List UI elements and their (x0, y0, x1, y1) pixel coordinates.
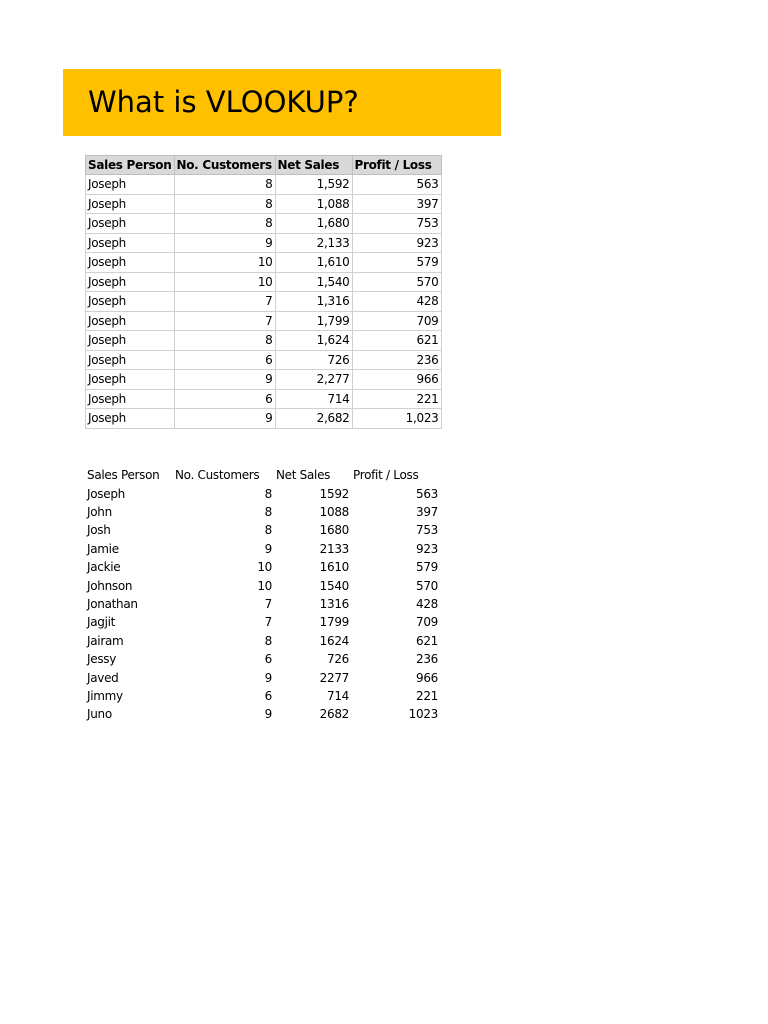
cell-no-customers[interactable]: 9 (264, 670, 272, 685)
cell-profit-loss[interactable]: 753 (415, 523, 438, 538)
cell-net-sales[interactable]: 2,277 (275, 370, 352, 390)
cell-no-customers[interactable]: 8 (174, 331, 275, 351)
cell-profit-loss[interactable]: 428 (352, 292, 441, 312)
cell-no-customers[interactable]: 8 (174, 175, 275, 195)
table-row (86, 214, 442, 234)
cell-sales-person[interactable]: Joseph (86, 214, 175, 234)
cell-net-sales[interactable]: 2277 (319, 670, 349, 685)
cell-profit-loss[interactable]: 221 (352, 389, 441, 409)
cell-sales-person[interactable]: Jimmy (87, 688, 123, 703)
cell-profit-loss[interactable]: 709 (415, 615, 438, 630)
plain-sales-table (85, 466, 440, 724)
cell-profit-loss[interactable]: 709 (352, 311, 441, 331)
cell-net-sales[interactable]: 1540 (319, 578, 349, 593)
cell-net-sales[interactable]: 2682 (319, 707, 349, 722)
cell-net-sales[interactable]: 1610 (319, 560, 349, 575)
cell-profit-loss[interactable]: 428 (415, 597, 438, 612)
cell-net-sales[interactable]: 1,592 (275, 175, 352, 195)
cell-net-sales[interactable]: 1592 (319, 486, 349, 501)
cell-profit-loss[interactable]: 1023 (408, 707, 438, 722)
table-row (86, 292, 442, 312)
cell-profit-loss[interactable]: 397 (415, 505, 438, 520)
table-row (86, 233, 442, 253)
cell-no-customers[interactable]: 7 (264, 615, 272, 630)
cell-net-sales[interactable]: 1,540 (275, 272, 352, 292)
cell-no-customers[interactable]: 6 (264, 688, 272, 703)
cell-no-customers[interactable]: 6 (174, 350, 275, 370)
cell-sales-person[interactable]: Joseph (86, 389, 175, 409)
column-header-no-customers[interactable]: No. Customers (174, 156, 275, 175)
table-row (86, 409, 442, 429)
cell-net-sales[interactable]: 1316 (319, 597, 349, 612)
cell-no-customers[interactable]: 10 (257, 578, 272, 593)
cell-net-sales[interactable]: 1,799 (275, 311, 352, 331)
table-row (86, 350, 442, 370)
cell-no-customers[interactable]: 9 (174, 370, 275, 390)
table-row (86, 272, 442, 292)
table-row (86, 311, 442, 331)
cell-sales-person[interactable]: Joseph (86, 253, 175, 273)
cell-sales-person[interactable]: Joseph (86, 194, 175, 214)
cell-sales-person[interactable]: Joseph (86, 409, 175, 429)
cell-net-sales[interactable]: 2,682 (275, 409, 352, 429)
page-title: What is VLOOKUP? (88, 85, 359, 119)
cell-sales-person[interactable]: Jackie (87, 560, 121, 575)
cell-no-customers[interactable]: 6 (264, 652, 272, 667)
cell-no-customers[interactable]: 10 (174, 272, 275, 292)
cell-profit-loss[interactable]: 753 (352, 214, 441, 234)
cell-no-customers[interactable]: 8 (264, 633, 272, 648)
cell-no-customers[interactable]: 7 (174, 311, 275, 331)
cell-net-sales[interactable]: 1680 (319, 523, 349, 538)
cell-no-customers[interactable]: 8 (264, 486, 272, 501)
cell-no-customers[interactable]: 8 (174, 194, 275, 214)
cell-no-customers[interactable]: 9 (264, 541, 272, 556)
table-row (85, 521, 440, 539)
cell-sales-person[interactable]: Joseph (86, 331, 175, 351)
cell-profit-loss[interactable]: 621 (415, 633, 438, 648)
cell-net-sales[interactable]: 1624 (319, 633, 349, 648)
cell-net-sales[interactable]: 1799 (319, 615, 349, 630)
cell-profit-loss[interactable]: 579 (352, 253, 441, 273)
cell-no-customers[interactable]: 7 (174, 292, 275, 312)
cell-profit-loss[interactable]: 579 (415, 560, 438, 575)
cell-sales-person[interactable]: Johnson (87, 578, 133, 593)
cell-net-sales[interactable]: 726 (275, 350, 352, 370)
cell-profit-loss[interactable]: 923 (415, 541, 438, 556)
cell-sales-person[interactable]: John (87, 505, 112, 520)
cell-profit-loss[interactable]: 923 (352, 233, 441, 253)
cell-net-sales[interactable]: 1,088 (275, 194, 352, 214)
formatted-sales-table (85, 155, 442, 429)
cell-sales-person[interactable]: Joseph (86, 311, 175, 331)
cell-no-customers[interactable]: 10 (174, 253, 275, 273)
cell-no-customers[interactable]: 10 (257, 560, 272, 575)
cell-sales-person[interactable]: Joseph (86, 175, 175, 195)
cell-net-sales[interactable]: 714 (326, 688, 349, 703)
column-header-net-sales[interactable]: Net Sales (275, 156, 352, 175)
cell-net-sales[interactable]: 1,680 (275, 214, 352, 234)
cell-net-sales[interactable]: 1,316 (275, 292, 352, 312)
table-row (85, 485, 440, 503)
cell-profit-loss[interactable]: 397 (352, 194, 441, 214)
table-row (86, 389, 442, 409)
cell-profit-loss[interactable]: 621 (352, 331, 441, 351)
table-row (85, 576, 440, 594)
cell-net-sales[interactable]: 1,624 (275, 331, 352, 351)
table-row (85, 503, 440, 521)
table-row (86, 370, 442, 390)
cell-net-sales[interactable]: 2,133 (275, 233, 352, 253)
cell-no-customers[interactable]: 6 (174, 389, 275, 409)
cell-sales-person[interactable]: Joseph (86, 292, 175, 312)
cell-sales-person[interactable]: Jessy (87, 652, 117, 667)
cell-net-sales[interactable]: 1,610 (275, 253, 352, 273)
cell-sales-person[interactable]: Jonathan (87, 597, 138, 612)
table-row (86, 175, 442, 195)
table-row (86, 253, 442, 273)
cell-no-customers[interactable]: 9 (264, 707, 272, 722)
cell-sales-person[interactable]: Joseph (87, 486, 125, 501)
table-row (86, 194, 442, 214)
column-header-sales-person[interactable]: Sales Person (86, 156, 175, 175)
cell-profit-loss[interactable]: 236 (415, 652, 438, 667)
table-row (85, 558, 440, 576)
table-row (85, 540, 440, 558)
column-header-sales-person[interactable]: Sales Person (87, 468, 160, 483)
title-banner (63, 69, 501, 136)
column-header-profit-loss[interactable]: Profit / Loss (352, 156, 441, 175)
column-header-profit-loss[interactable]: Profit / Loss (353, 468, 419, 483)
table-row (85, 595, 440, 613)
table-header-row (85, 466, 440, 485)
cell-profit-loss[interactable]: 563 (352, 175, 441, 195)
cell-profit-loss[interactable]: 236 (352, 350, 441, 370)
cell-sales-person[interactable]: Juno (87, 707, 112, 722)
cell-profit-loss[interactable]: 1,023 (352, 409, 441, 429)
cell-profit-loss[interactable]: 221 (415, 688, 438, 703)
cell-sales-person[interactable]: Joseph (86, 370, 175, 390)
column-header-no-customers[interactable]: No. Customers (175, 468, 260, 483)
cell-no-customers[interactable]: 7 (264, 597, 272, 612)
cell-no-customers[interactable]: 8 (264, 523, 272, 538)
cell-profit-loss[interactable]: 966 (415, 670, 438, 685)
cell-sales-person[interactable]: Josh (87, 523, 111, 538)
cell-no-customers[interactable]: 8 (264, 505, 272, 520)
cell-net-sales[interactable]: 726 (326, 652, 349, 667)
cell-profit-loss[interactable]: 966 (352, 370, 441, 390)
cell-net-sales[interactable]: 2133 (319, 541, 349, 556)
table-row (85, 613, 440, 631)
cell-sales-person[interactable]: Joseph (86, 233, 175, 253)
cell-sales-person[interactable]: Jairam (87, 633, 124, 648)
cell-sales-person[interactable]: Joseph (86, 350, 175, 370)
cell-no-customers[interactable]: 9 (174, 409, 275, 429)
cell-sales-person[interactable]: Jamie (87, 541, 119, 556)
table-header-row (86, 156, 442, 175)
table-row (85, 705, 440, 723)
cell-net-sales[interactable]: 1088 (319, 505, 349, 520)
table-row (85, 632, 440, 650)
table-row (85, 687, 440, 705)
cell-no-customers[interactable]: 9 (174, 233, 275, 253)
cell-net-sales[interactable]: 714 (275, 389, 352, 409)
cell-sales-person[interactable]: Javed (87, 670, 119, 685)
cell-sales-person[interactable]: Joseph (86, 272, 175, 292)
column-header-net-sales[interactable]: Net Sales (276, 468, 331, 483)
cell-profit-loss[interactable]: 570 (415, 578, 438, 593)
cell-profit-loss[interactable]: 570 (352, 272, 441, 292)
table-row (86, 331, 442, 351)
table-row (85, 668, 440, 686)
table-row (85, 650, 440, 668)
cell-no-customers[interactable]: 8 (174, 214, 275, 234)
cell-profit-loss[interactable]: 563 (415, 486, 438, 501)
cell-sales-person[interactable]: Jagjit (87, 615, 116, 630)
